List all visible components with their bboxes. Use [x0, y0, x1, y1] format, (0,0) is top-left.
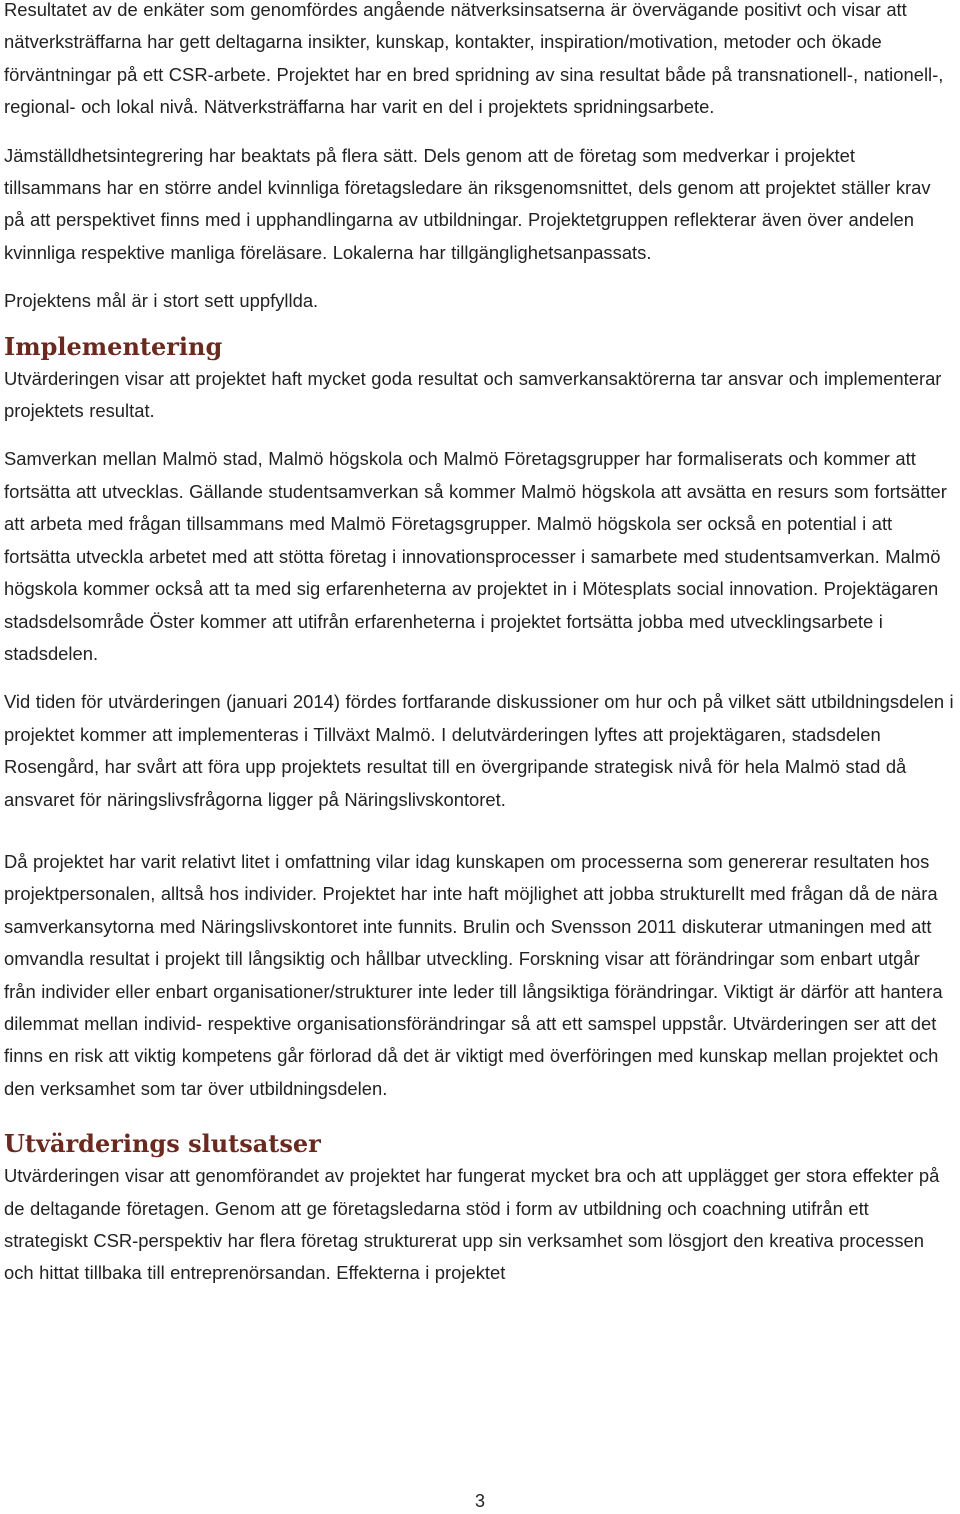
paragraph-gender-equality: Jämställdhetsintegrering har beaktats på flera sätt. Dels genom att de företag som medverkar i projektet tillsammans har en större andel kvinnliga företagsledare än riksgenomsnittet, dels genom att projektet ställer krav på att perspektivet finns med i upphandlingarna av utbildningar. Projektetgruppen reflekterar även över andelen kvinnliga respektive manliga föreläsare. Lokalerna har tillgänglighetsanpassats.	[4, 144, 931, 263]
heading-utvarderings-slutsatser: Utvärderings slutsatser	[4, 1129, 321, 1159]
paragraph-goals-fulfilled: Projektens mål är i stort sett uppfyllda.	[4, 290, 319, 312]
paragraph-conclusions: Utvärderingen visar att genomförandet av projektet har fungerat mycket bra och att upplägget ger stora effekter på de deltagande företagen. Genom att ge företagsledarna stöd i form av utbildning och coachning utifrån ett strategiskt CSR-perspektiv har flera företag strukturerat upp sin verksamhet som lösgjort den kreativa processen och hittat tillbaka till entreprenörsandan. Effekterna i projektet	[4, 1165, 940, 1284]
paragraph-evaluation-time: Vid tiden för utvärderingen (januari 2014) fördes fortfarande diskussioner om hur och på vilket sätt utbildningsdelen i projektet kommer att implementeras i Tillväxt Malmö. I delutvärderingen lyftes att projektägaren, stadsdelen Rosengård, har svårt att föra upp projektets resultat till en övergripande strategisk nivå för hela Malmö stad då ansvaret för näringslivsfrågorna ligger på Näringslivskontoret.	[4, 691, 954, 810]
paragraph-implementation-intro: Utvärderingen visar att projektet haft mycket goda resultat och samverkansaktörerna tar ansvar och implementerar projektets resultat.	[4, 367, 942, 422]
paragraph-network-results: Resultatet av de enkäter som genomfördes angående nätverksinsatserna är övervägande positivt och visar att nätverksträffarna har gett deltagarna insikter, kunskap, kontakter, inspiration/motivation, metoder och ökade förväntningar på ett CSR-arbete. Projektet har en bred spridning av sina resultat både på transnationell-, nationell-, regional- och lokal nivå. Nätverksträffarna har varit en del i projektets spridningsarbete.	[4, 0, 944, 118]
document-page	[4, 0, 956, 1290]
paragraph-collaboration: Samverkan mellan Malmö stad, Malmö högskola och Malmö Företagsgrupper har formaliserats och kommer att fortsätta att utvecklas. Gällande studentsamverkan så kommer Malmö högskola att avsätta en resurs som fortsätter att arbeta med frågan tillsammans med Malmö Företagsgrupper. Malmö högskola ser också en potential i att fortsätta utveckla arbetet med att stötta företag i innovationsprocesser i samarbete med studentsamverkan. Malmö högskola kommer också att ta med sig erfarenheterna av projektet in i Mötesplats social innovation. Projektägaren stadsdelsområde Öster kommer att utifrån erfarenheterna i projektet fortsätta jobba med utvecklingsarbete i stadsdelen.	[4, 448, 947, 664]
paragraph-project-scope: Då projektet har varit relativt litet i omfattning vilar idag kunskapen om processerna som genererar resultaten hos projektpersonalen, alltså hos individer. Projektet har inte haft möjlighet att jobba strukturellt med frågan då de nära samverkansytorna med Näringslivskontoret inte funnits. Brulin och Svensson 2011 diskuterar utmaningen med att omvandla resultat i projekt till långsiktig och hållbar utveckling. Forskning visar att förändringar som enbart utgår från individer eller enbart organisationer/strukturer inte leder till långsiktiga förändringar. Viktigt är därför att hantera dilemmat mellan individ- respektive organisationsförändringar så att ett samspel uppstår. Utvärderingen ser att det finns en risk att viktig kompetens går förlorad då det är viktigt med överföringen med kunskap mellan projektet och den verksamhet som tar över utbildningsdelen.	[4, 850, 943, 1099]
page-number: 3	[474, 1491, 485, 1511]
heading-implementering: Implementering	[4, 331, 223, 361]
